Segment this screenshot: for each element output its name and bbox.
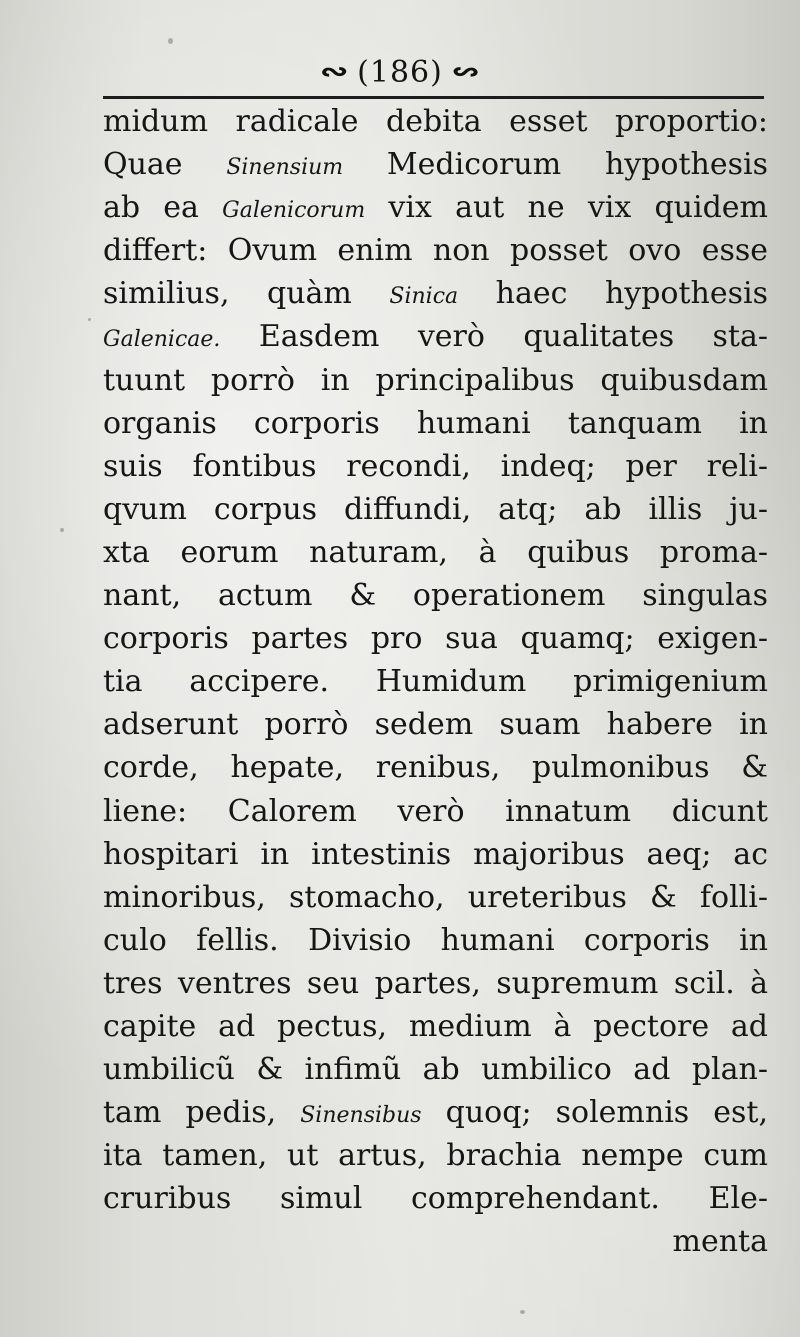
text-segment: vix aut ne vix quidem [365, 190, 768, 226]
text-line [103, 531, 768, 574]
text-segment: tuunt porrò in principalibus quibusdam [103, 362, 768, 398]
page-header [0, 48, 800, 96]
text-line [103, 660, 768, 703]
text-segment: adserunt porrò sedem suam habere in [103, 707, 768, 743]
italic-term: Sinica [389, 284, 459, 310]
italic-term: Sinensium [226, 155, 344, 181]
text-line [103, 359, 768, 402]
text-line [103, 919, 768, 962]
text-line [103, 1048, 768, 1091]
text-segment: xta eorum naturam, à quibus proma- [103, 534, 768, 570]
text-line [103, 833, 768, 876]
text-line [103, 186, 768, 229]
text-line [103, 1177, 768, 1220]
text-segment: minoribus, stomacho, ureteribus & folli- [103, 879, 768, 915]
right-ornament-icon: ∾ [453, 57, 480, 87]
text-segment: cruribus simul comprehendant. Ele- [103, 1181, 768, 1217]
text-line [103, 229, 768, 272]
text-line [103, 746, 768, 789]
text-segment: Quae [103, 147, 227, 183]
text-segment: Easdem verò qualitates sta- [220, 319, 768, 355]
italic-term: Galenicae. [103, 327, 221, 353]
text-segment: capite ad pectus, medium à pectore ad [103, 1008, 768, 1044]
text-line [103, 962, 768, 1005]
text-line [103, 876, 768, 919]
text-line [103, 1091, 768, 1134]
paper-speck [168, 38, 173, 44]
header-rule [103, 96, 764, 99]
italic-term: Galenicorum [222, 198, 366, 224]
text-line [103, 1134, 768, 1177]
text-line [103, 574, 768, 617]
text-segment: nant, actum & operationem singulas [103, 578, 768, 614]
catchword: menta [672, 1224, 768, 1260]
text-line [103, 143, 768, 186]
page-number: (186) [357, 54, 443, 90]
text-segment: organis corporis humani tanquam in [103, 405, 768, 441]
text-line [103, 1005, 768, 1048]
text-segment: midum radicale debita esset proportio: [103, 104, 768, 139]
text-segment: corde, hepate, renibus, pulmonibus & [103, 750, 768, 786]
text-segment: haec hypothesis [458, 276, 768, 312]
text-segment: Medicorum hypothesis [343, 147, 768, 183]
text-line [103, 402, 768, 445]
text-line [103, 617, 768, 660]
body-text [103, 100, 768, 1264]
text-segment: umbilicũ & infimũ ab umbilico ad plan- [103, 1052, 768, 1088]
paper-speck [60, 528, 64, 532]
text-line [103, 100, 768, 143]
text-line [103, 445, 768, 488]
left-ornament-icon: ∾ [320, 57, 347, 87]
paper-speck [88, 318, 91, 321]
text-segment: ita tamen, ut artus, brachia nempe cum [103, 1138, 768, 1174]
text-line [103, 703, 768, 746]
text-line [103, 315, 768, 358]
text-segment: similius, quàm [103, 276, 390, 312]
text-line [103, 488, 768, 531]
text-segment: ab ea [103, 190, 223, 226]
paper-speck [520, 1310, 525, 1314]
text-segment: corporis partes pro sua quamq; exigen- [103, 621, 768, 657]
text-segment: hospitari in intestinis majoribus aeq; ac [103, 836, 768, 872]
text-segment: quoq; solemnis est, [421, 1095, 768, 1131]
italic-term: Sinensibus [300, 1103, 422, 1129]
text-segment: tia accipere. Humidum primigenium [103, 664, 768, 700]
text-line [103, 272, 768, 315]
text-segment: liene: Calorem verò innatum dicunt [103, 793, 768, 829]
text-segment: differt: Ovum enim non posset ovo esse [103, 233, 768, 269]
text-segment: tam pedis, [103, 1095, 301, 1131]
text-segment: culo fellis. Divisio humani corporis in [103, 922, 768, 958]
text-segment: suis fontibus recondi, indeq; per reli- [103, 448, 768, 484]
text-line [103, 790, 768, 833]
text-segment: qvum corpus diffundi, atq; ab illis ju- [103, 491, 768, 527]
text-segment: tres ventres seu partes, supremum scil. à [103, 965, 768, 1001]
